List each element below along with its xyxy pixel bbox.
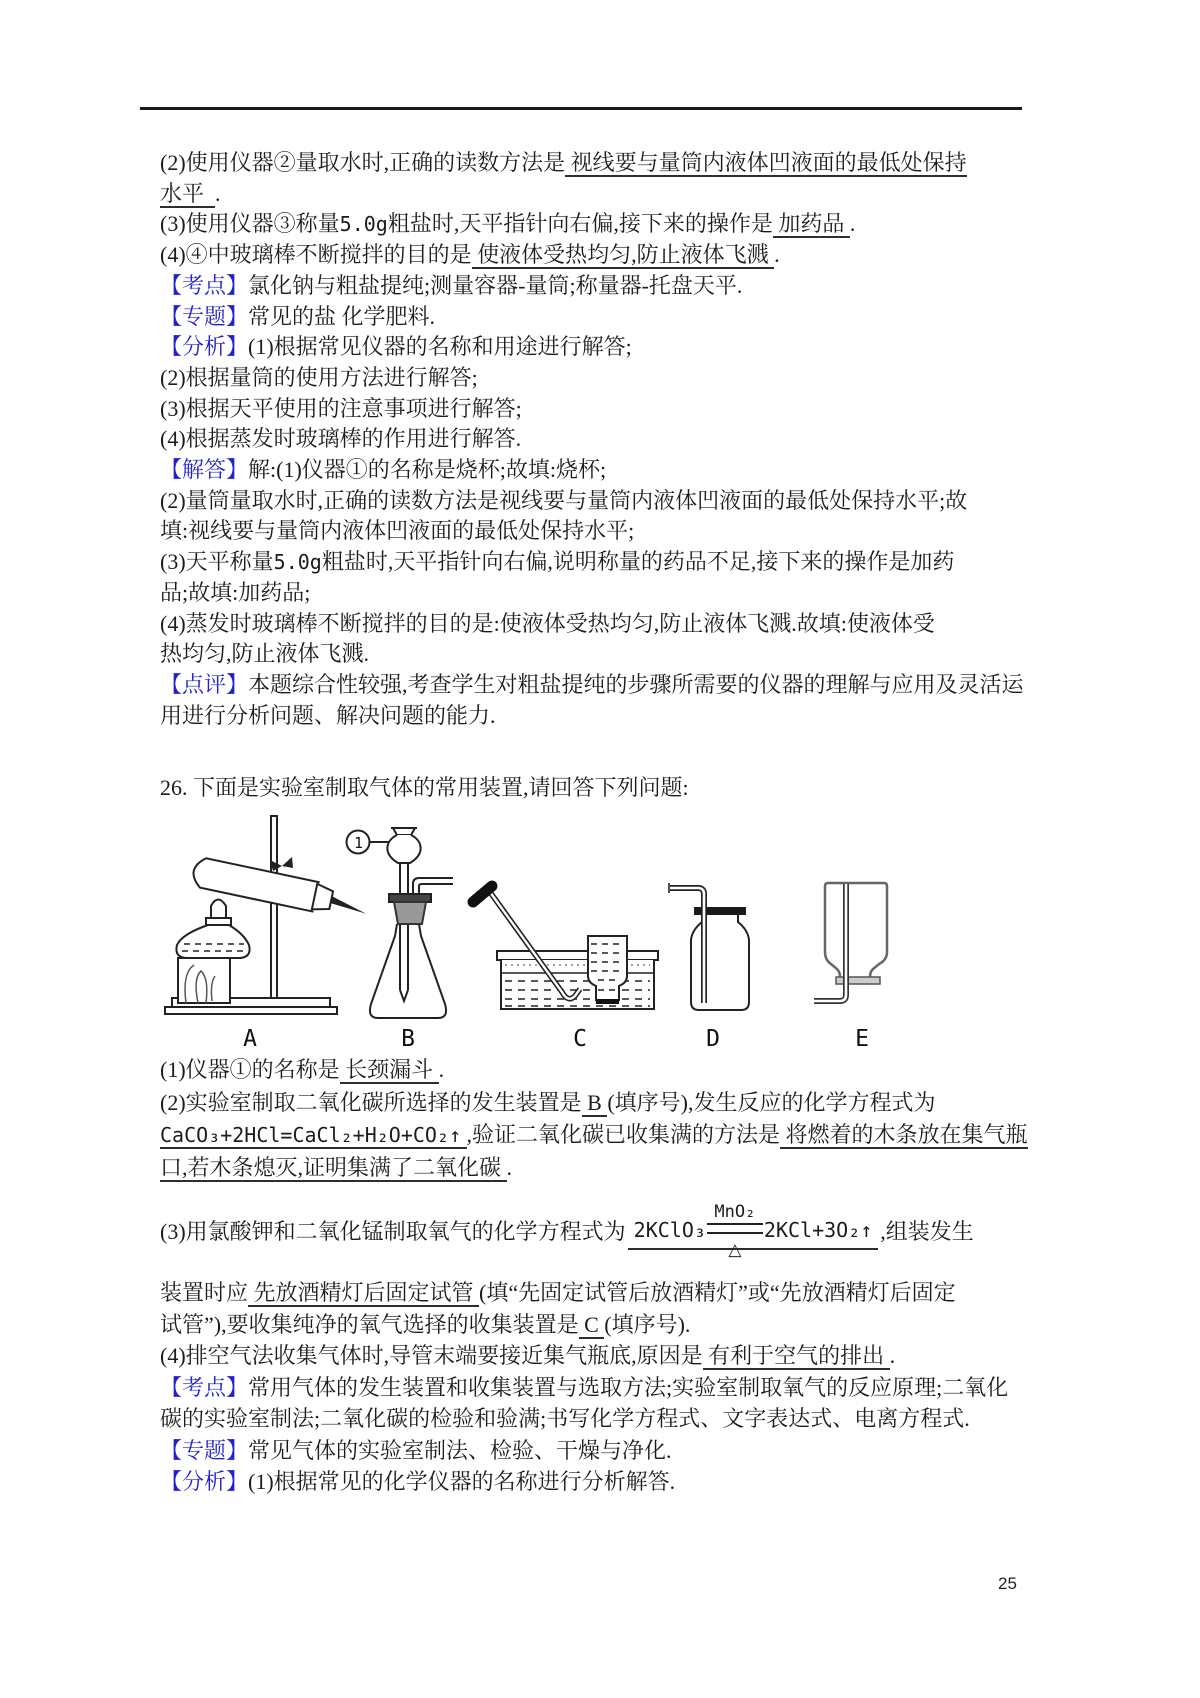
reaction-conditions (707, 1202, 763, 1259)
apparatus-e-inverted-bottle (814, 883, 887, 1001)
text-line: (3)使用仪器③称量5.0g粗盐时,天平指针向右偏,接下来的操作是 加药品 . (160, 211, 856, 237)
text-line: 【分析】(1)根据常见仪器的名称和用途进行解答; (160, 334, 632, 360)
text-line: (2)量筒量取水时,正确的读数方法是视线要与量筒内液体凹液面的最低处保持水平;故 (160, 487, 968, 513)
text-line: 【专题】常见气体的实验室制法、检验、干燥与净化. (160, 1437, 672, 1463)
label-c: C (573, 1026, 587, 1052)
text-line: 碳的实验室制法;二氧化碳的检验和验满;书写化学方程式、文字表达式、电离方程式. (160, 1406, 970, 1431)
text-line: (2)实验室制取二氧化碳所选择的发生装置是 B (填序号),发生反应的化学方程式为 (160, 1089, 936, 1115)
text-line: (4)④中玻璃棒不断搅拌的目的是 使液体受热均匀,防止液体飞溅 . (160, 242, 780, 268)
equation-left: 2KClO₃ (633, 1218, 706, 1242)
question-26-intro (160, 772, 1060, 803)
answer-block-q25 (160, 148, 1060, 731)
text-line: (4)排空气法收集气体时,导管末端要接近集气瓶底,原因是 有利于空气的排出 . (160, 1343, 896, 1368)
equation-suffix: ,组装发生 (880, 1218, 974, 1244)
text-line: 品;故填:加药品; (160, 579, 311, 605)
text-line: 水平 . (160, 180, 221, 206)
label-e: E (855, 1026, 869, 1052)
text-line: 【考点】常用气体的发生装置和收集装置与选取方法;实验室制取氧气的反应原理;二氧化 (160, 1374, 1009, 1400)
text-line: 热均匀,防止液体飞溅. (160, 641, 370, 667)
rubber-nozzle (473, 886, 492, 902)
trough-rim (497, 951, 658, 960)
page-number: 25 (998, 1574, 1017, 1593)
text-line: (4)蒸发时玻璃棒不断搅拌的目的是:使液体受热均匀,防止液体飞溅.故填:使液体受 (160, 610, 935, 636)
text-line: 【考点】氯化钠与粗盐提纯;测量容器-量筒;称量器-托盘天平. (160, 272, 743, 298)
text-line: (4)根据蒸发时玻璃棒的作用进行解答. (160, 426, 522, 452)
text-line: 填:视线要与量筒内液体凹液面的最低处保持水平; (160, 518, 635, 544)
double-line-icon (707, 1223, 763, 1234)
annotation-number: 1 (354, 834, 364, 852)
apparatus-b-flask-generator (347, 828, 454, 1018)
text-line: 26. 下面是实验室制取气体的常用装置,请回答下列问题: (160, 775, 689, 800)
equation-right: 2KCl+3O₂↑ (763, 1218, 873, 1242)
top-rule (140, 107, 1022, 110)
figure-gas-apparatus (160, 808, 890, 1056)
figure-labels (243, 1026, 869, 1052)
text-line: 【点评】本题综合性较强,考查学生对粗盐提纯的步骤所需要的仪器的理解与应用及灵活运 (160, 671, 1024, 697)
answer-underline (628, 1248, 879, 1250)
text-line: CaCO₃+2HCl=CaCl₂+H₂O+CO₂↑ ,验证二氧化碳已收集满的方法是 将燃着的木条放在集气瓶 (160, 1122, 1028, 1148)
apparatus-d-gas-bottle (669, 883, 749, 1010)
text-line: (3)天平称量5.0g粗盐时,天平指针向右偏,说明称量的药品不足,接下来的操作是加药 (160, 549, 955, 575)
text-line: (2)使用仪器②量取水时,正确的读数方法是 视线要与量筒内液体凹液面的最低处保持 (160, 150, 967, 175)
text-line: (2)根据量筒的使用方法进行解答; (160, 364, 478, 390)
trough (501, 960, 654, 1009)
label-a: A (243, 1026, 257, 1052)
label-d: D (706, 1026, 720, 1052)
question-26-answers (160, 1277, 1060, 1498)
bottle-mouth-rim (836, 977, 880, 984)
alcohol-lamp (176, 900, 249, 959)
inverted-bottle (825, 883, 887, 979)
chemical-equation (628, 1202, 879, 1259)
equation-prefix: (3)用氯酸钾和二氧化锰制取氧气的化学方程式为 (160, 1218, 626, 1244)
text-line: 【分析】(1)根据常见的化学仪器的名称进行分析解答. (160, 1469, 676, 1494)
equation-line (160, 1196, 1060, 1264)
delivery-needle (330, 896, 368, 913)
text-line: (1)仪器①的名称是 长颈漏斗 . (160, 1057, 445, 1082)
text-line: 用进行分析问题、解决问题的能力. (160, 702, 496, 728)
text-line: 【专题】常见的盐 化学肥料. (160, 303, 436, 329)
delivery-tube (669, 883, 704, 1003)
apparatus-a-heating-setup (165, 816, 371, 1014)
question-26-items (160, 1054, 1060, 1184)
wood-block (178, 958, 230, 1003)
text-line: 【解答】解:(1)仪器①的名称是烧杯;故填:烧杯; (160, 457, 607, 483)
catalyst-label: MnO₂ (714, 1201, 756, 1222)
text-line: 装置时应 先放酒精灯后固定试管 (填“先固定试管后放酒精灯”或“先放酒精灯后固定 (160, 1280, 956, 1305)
gas-bottle (691, 915, 749, 1010)
text-line: 口,若木条熄灭,证明集满了二氧化碳 . (160, 1154, 513, 1180)
apparatus-c-water-trough (473, 886, 658, 1009)
text-line: (3)根据天平使用的注意事项进行解答; (160, 395, 522, 421)
stand-rod (271, 816, 277, 998)
heat-triangle-icon: △ (728, 1239, 742, 1259)
text-line: 试管”),要收集纯净的氧气选择的收集装置是 C (填序号). (160, 1311, 691, 1337)
stopper (389, 894, 431, 902)
label-b: B (401, 1026, 415, 1052)
